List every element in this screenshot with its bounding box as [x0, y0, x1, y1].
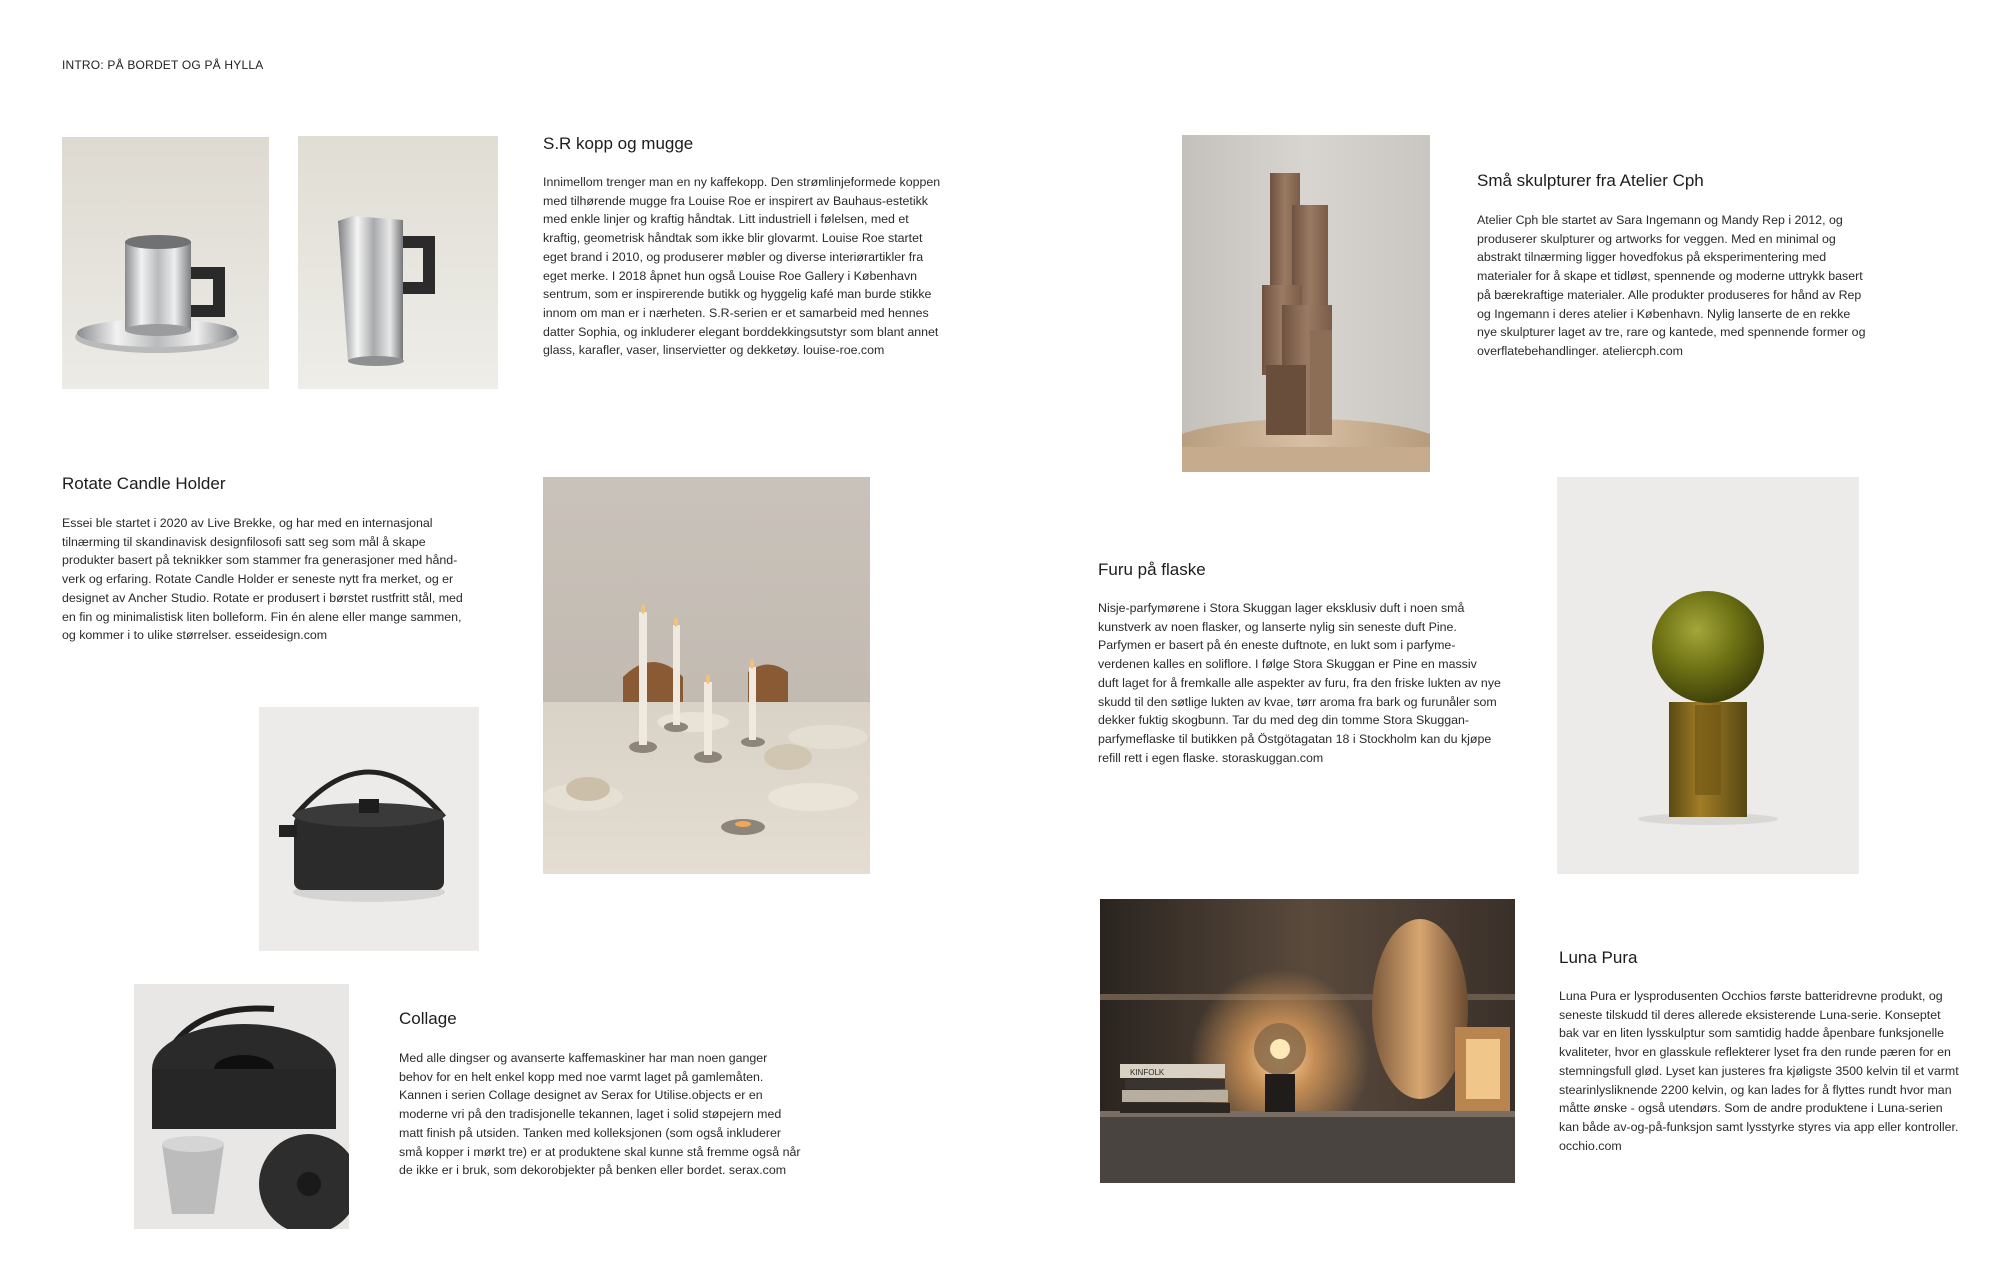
section-kicker: INTRO: PÅ BORDET OG PÅ HYLLA	[62, 58, 264, 72]
wooden-sculpture-photo	[1182, 135, 1430, 472]
article-title-rotate: Rotate Candle Holder	[62, 474, 226, 493]
article-title-collage: Collage	[399, 1009, 457, 1028]
article-body-collage: Med alle dingser og avanserte kaffemaskiner har man noen ganger behov for en helt enkel kopp med noe varmt laget på gamlemåten. Kannen i serien Collage designet av Serax for Utilise.objects er en moderne vri på den tradisjonelle tekannen, laget i solid støpejern med matt finish på utsiden. Tanken med kolleksjonen (som også inkluderer små kopper i mørkt tre) er at produktene skal kunne stå fremme også når de ikke er i bruk, som dekorobjekter på benken eller bordet. serax.com	[399, 1051, 801, 1178]
candle-table-photo	[543, 477, 870, 874]
teapot-collage-photo	[134, 984, 349, 1229]
article-body-rotate: Essei ble startet i 2020 av Live Brekke, og har med en internasjonal tilnærming til skandinavisk designfilosofi satt seg som mål å skape produkter basert på teknikker som stammer fra generasjoner med hånd- verk og erfaring. Rotate Candle Holder er seneste nytt fra merket, og er designet av Ancher Studio. Rotate er produsert i børstet rustfritt stål, med en fin og minimalistisk liten bolleform. Fin én alene eller mange sammen, og kommer i to ulike størrelser. esseidesign.com	[62, 516, 463, 643]
jug-photo	[298, 136, 498, 389]
article-body-atelier: Atelier Cph ble startet av Sara Ingemann og Mandy Rep i 2012, og produserer skulpturer og artworks for veggen. Med en minimal og abstrakt tilnærming ligger hovedfokus på eksperimentering med materialer for å skape et tidløst, spennende og moderne uttrykk basert på bærekraftige materialer. Alle produkter produseres for hånd av Rep og Ingemann i deres atelier i København. Nylig lanserte de en rekke nye skulpturer laget av tre, rare og kantede, med spennende former og overflatebehandlinger. ateliercph.com	[1477, 213, 1866, 358]
lamp-shelf-photo	[1100, 899, 1515, 1183]
book-spine-text: KINFOLK	[1130, 1068, 1165, 1077]
article-title-sr: S.R kopp og mugge	[543, 134, 694, 153]
perfume-bottle-photo	[1557, 477, 1859, 874]
article-body-sr: Innimellom trenger man en ny kaffekopp. Den strømlinjeformede koppen med tilhørende mugge fra Louise Roe er inspirert av Bauhaus-estetikk med enkle linjer og kraftig håndtak. Litt industriell i følelsen, med et kraftig, geometrisk håndtak som ikke blir glovarmt. Louise Roe startet eget brand i 2010, og produserer møbler og diverse interiørartikler fra eget merke. I 2018 åpnet hun også Louise Roe Gallery i København sentrum, som er inspirerende butikk og hyggelig kafé man burde stikke innom om man er i nærheten. S.R-serien er et samarbeid med hennes datter Sophia, og inkluderer elegant borddekkingsutstyr som blant annet glass, karafler, vaser, linservietter og dekketøy. louise-roe.com	[543, 175, 941, 358]
article-title-furu: Furu på flaske	[1098, 560, 1206, 579]
article-body-luna: Luna Pura er lysprodusenten Occhios første batteridrevne produkt, og seneste tilskudd til deres allerede eksisterende Luna-serie. Konseptet bak var en liten lysskulptur som samtidig hadde åpenbare funksjonelle kvaliteter, hvor en glasskule reflekterer lyset fra den runde pæren for en stemningsfull glød. Lyset kan justeres fra kjøligste 3500 kelvin til et varmt stearinlysliknende 2200 kelvin, og kan lades for å flyttes rundt hvor man måtte ønske - også utendørs. Som de andre produktene i Luna-serien kan både av-og-på-funksjon samt lysstyrke styres via app eller kontroller. occhio.com	[1559, 989, 1959, 1153]
article-body-furu: Nisje-parfymørene i Stora Skuggan lager eksklusiv duft i noen små kunstverk av noen flasker, og lanserte nylig sin seneste duft Pine. Parfymen er basert på én eneste duftnote, en lukt som i parfyme- verdenen kalles en soliflore. I følge Stora Skuggan er Pine en massiv duft laget for å fremkalle alle aspekter av furu, fra den friske lukten av nye skudd til den søtlige lukten av kvae, tørr aroma fra bark og furunåler som dekker fuktig skogbunn. Tar du med deg din tomme Stora Skuggan- parfymeflaske til butikken på Östgötagatan 18 i Stockholm kan du kjøpe refill rett i egen flaske. storaskuggan.com	[1098, 601, 1501, 765]
cup-and-saucer-photo	[62, 137, 269, 389]
article-title-atelier: Små skulpturer fra Atelier Cph	[1477, 171, 1704, 190]
cast-iron-pot-photo	[259, 707, 479, 951]
article-title-luna: Luna Pura	[1559, 948, 1638, 967]
